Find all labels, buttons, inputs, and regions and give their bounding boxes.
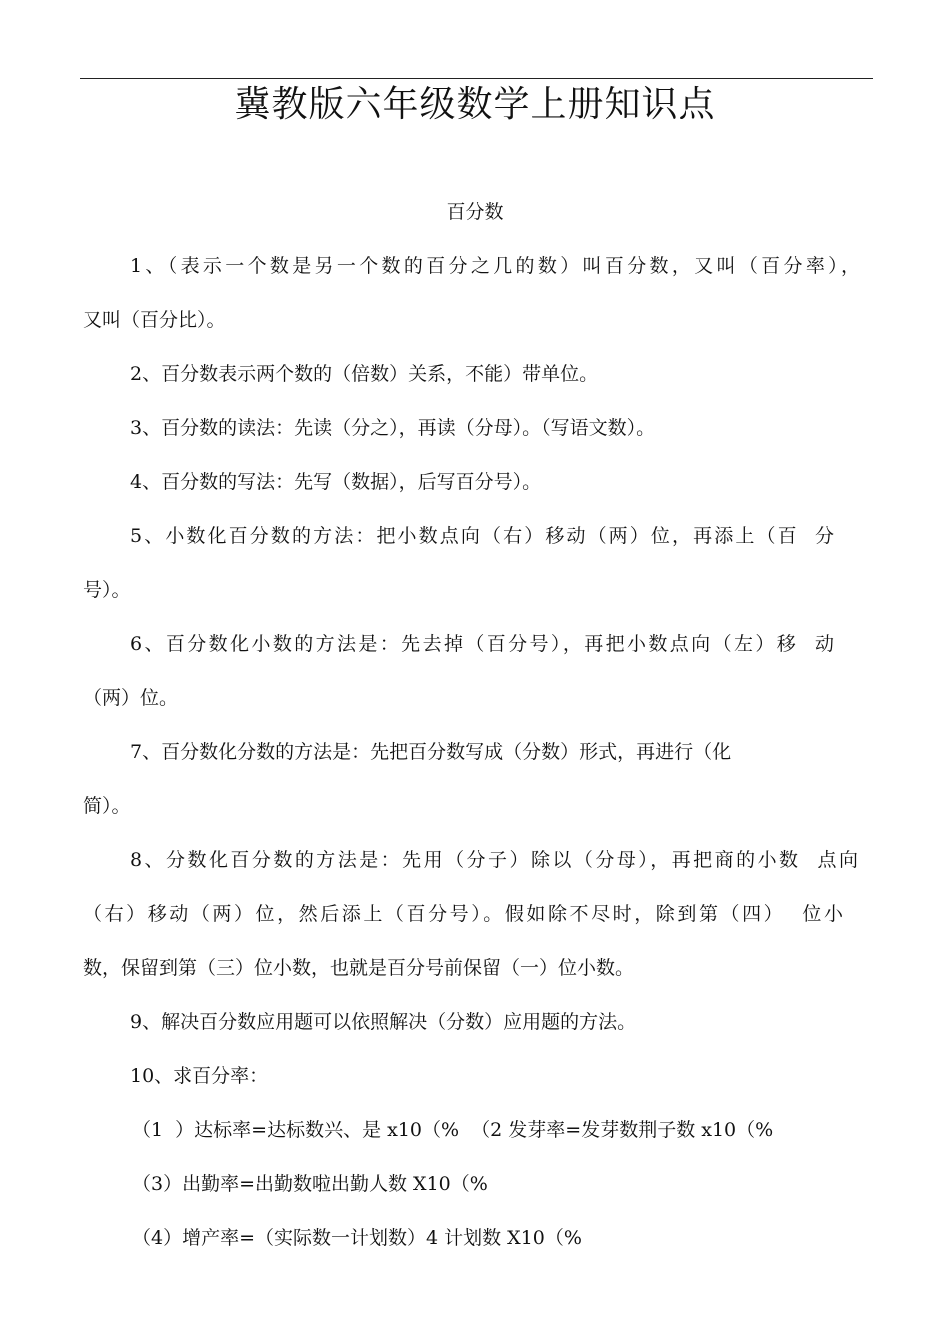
- header-rule: [80, 78, 873, 79]
- paragraph-line: （右）移动（两）位，然后添上（百分号）。假如除不尽时，除到第（四） 位小: [83, 903, 843, 925]
- paragraph-line: 9、解决百分数应用题可以依照解决（分数）应用题的方法。: [130, 1011, 637, 1033]
- paragraph-line: 又叫（百分比）。: [83, 309, 226, 331]
- paragraph-line: 1、（表示一个数是另一个数的百分之几的数）叫百分数，又叫（百分率），: [130, 255, 860, 277]
- paragraph-line: 6、百分数化小数的方法是：先去掉（百分号），再把小数点向（左）移 动: [130, 633, 834, 655]
- formula-line: （3）出勤率=出勤数啦出勤人数 X10（%: [132, 1173, 488, 1195]
- paragraph-line: 8、分数化百分数的方法是：先用（分子）除以（分母），再把商的小数 点向: [130, 849, 858, 871]
- section-heading: 百分数: [446, 201, 504, 223]
- paragraph-line: 5、小数化百分数的方法：把小数点向（右）移动（两）位，再添上（百 分: [130, 525, 834, 547]
- paragraph-line: 数，保留到第（三）位小数，也就是百分号前保留（一）位小数。: [83, 957, 635, 979]
- formula-line: （1 ）达标率=达标数兴、是 x10（% （2 发芽率=发芽数荆子数 x10（%: [132, 1119, 774, 1141]
- paragraph-line: 号）。: [83, 579, 131, 601]
- formula-line: （4）增产率=（实际数一计划数）4 计划数 X10（%: [132, 1227, 582, 1249]
- document-title: 冀教版六年级数学上册知识点: [234, 84, 716, 125]
- paragraph-line: 10、求百分率：: [130, 1065, 269, 1087]
- paragraph-line: （两）位。: [83, 687, 179, 709]
- paragraph-line: 3、百分数的读法：先读（分之），再读（分母）。（写语文数）。: [130, 417, 656, 439]
- paragraph-line: 4、百分数的写法：先写（数据），后写百分号）。: [130, 471, 542, 493]
- paragraph-line: 简）。: [83, 795, 131, 817]
- paragraph-line: 2、百分数表示两个数的（倍数）关系，不能）带单位。: [130, 363, 599, 385]
- paragraph-line: 7、百分数化分数的方法是：先把百分数写成（分数）形式，再进行（化: [130, 741, 732, 763]
